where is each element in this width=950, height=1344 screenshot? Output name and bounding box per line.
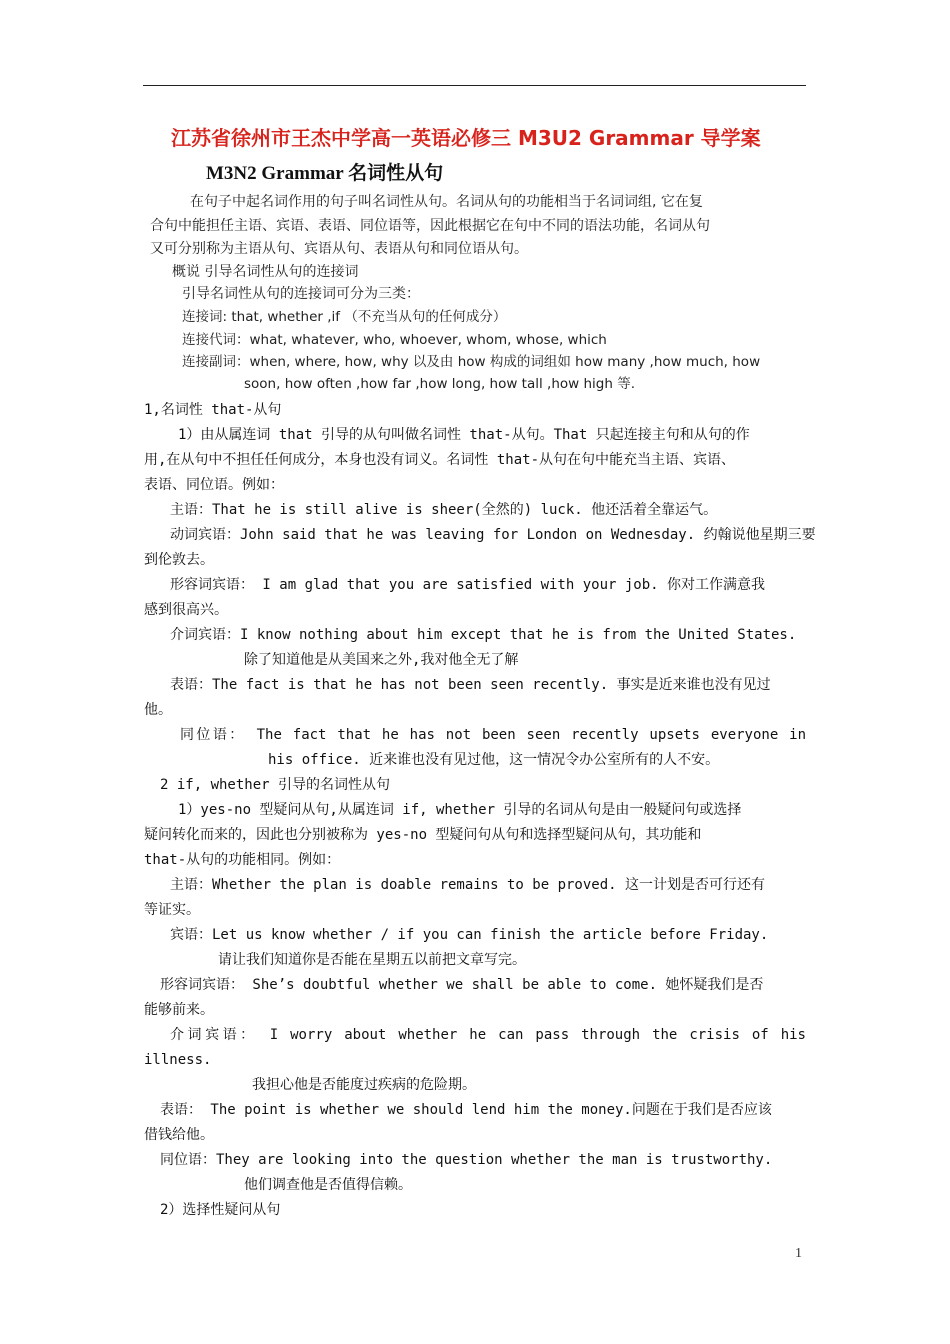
s1-para-line-2: 用,在从句中不担任任何成分，本身也没有词义。名词性 that-从句在句中能充当主语、宾语、 [144, 452, 735, 468]
s1-appositive-line-2: his office. 近来谁也没有见过他，这一情况令办公室所有的人不安。 [268, 752, 720, 768]
intro-line-2: 合句中能担任主语、宾语、表语、同位语等，因此根据它在句中不同的语法功能，名词从句 [150, 218, 710, 234]
s1-predicative-line-2: 他。 [144, 702, 172, 718]
intro-adverbs-2: soon, how often ,how far ,how long, how tall ,how high 等. [244, 376, 635, 392]
s1-verb-object-line-2: 到伦敦去。 [144, 552, 214, 568]
intro-line-1: 在句子中起名词作用的句子叫名词性从句。名词从句的功能相当于名词词组, 它在复 [190, 194, 703, 210]
s1-predicative-line-1: 表语：The fact is that he has not been seen recently. 事实是近来谁也没有见过 [170, 677, 771, 693]
s2-subject-line-2: 等证实。 [144, 902, 200, 918]
intro-conjunctions: 连接词: that, whether ,if （不充当从句的任何成分） [182, 309, 507, 325]
s1-para-line-1: 1）由从属连词 that 引导的从句叫做名词性 that-从句。That 只起连接主句和从句的作 [178, 427, 750, 443]
s2-prep-object-line-2: illness. [144, 1052, 212, 1068]
s2-para-line-3: that-从句的功能相同。例如： [144, 852, 341, 868]
s1-prep-object-line-2: 除了知道他是从美国来之外,我对他全无了解 [244, 652, 519, 668]
s1-appositive-line-1: 同位语： The fact that he has not been seen recently upsets everyone in [180, 727, 806, 743]
s2-prep-object-line-3: 我担心他是否能度过疾病的危险期。 [252, 1077, 476, 1093]
s2-predicative-line-2: 借钱给他。 [144, 1127, 214, 1143]
s2-subheading-choice-questions: 2）选择性疑问从句 [160, 1202, 281, 1218]
s2-object-line-2: 请让我们知道你是否能在星期五以前把文章写完。 [218, 952, 526, 968]
s1-prep-object-line-1: 介词宾语：I know nothing about him except that he is from the United States. [170, 627, 797, 643]
s1-adj-object-line-2: 感到很高兴。 [144, 602, 228, 618]
s2-appositive-line-2: 他们调查他是否值得信赖。 [244, 1177, 412, 1193]
s2-adj-object-line-1: 形容词宾语： She’s doubtful whether we shall be able to come. 她怀疑我们是否 [160, 977, 764, 993]
s2-appositive-line-1: 同位语：They are looking into the question whether the man is trustworthy. [160, 1152, 773, 1168]
page-number: 1 [795, 1246, 802, 1261]
s1-verb-object-line-1: 动词宾语：John said that he was leaving for London on Wednesday. 约翰说他星期三要 [170, 527, 816, 543]
document-title: 江苏省徐州市王杰中学高一英语必修三 M3U2 Grammar 导学案 [171, 126, 761, 150]
s2-object-line-1: 宾语：Let us know whether / if you can finish the article before Friday. [170, 927, 769, 943]
s1-subject-example: 主语：That he is still alive is sheer(全然的) luck. 他还活着全靠运气。 [170, 502, 718, 518]
intro-overview: 概说 引导名词性从句的连接词 [172, 264, 359, 280]
header-rule [143, 85, 806, 86]
intro-adverbs-1: 连接副词：when, where, how, why 以及由 how 构成的词组如 how many ,how much, how [182, 354, 761, 370]
document-subtitle: M3N2 Grammar 名词性从句 [206, 163, 444, 184]
intro-three-types: 引导名词性从句的连接词可分为三类： [182, 286, 420, 302]
s1-para-line-3: 表语、同位语。例如： [144, 477, 284, 493]
s2-predicative-line-1: 表语： The point is whether we should lend him the money.问题在于我们是否应该 [160, 1102, 772, 1118]
section-2-heading: 2 if, whether 引导的名词性从句 [160, 777, 391, 793]
section-1-heading: 1,名词性 that-从句 [144, 402, 282, 418]
s2-subject-line-1: 主语：Whether the plan is doable remains to be proved. 这一计划是否可行还有 [170, 877, 766, 893]
intro-line-3: 又可分别称为主语从句、宾语从句、表语从句和同位语从句。 [150, 241, 528, 257]
s2-para-line-1: 1）yes-no 型疑问从句,从属连词 if, whether 引导的名词从句是由一般疑问句或选择 [178, 802, 742, 818]
s1-adj-object-line-1: 形容词宾语： I am glad that you are satisfied with your job. 你对工作满意我 [170, 577, 766, 593]
s2-prep-object-line-1: 介词宾语： I worry about whether he can pass through the crisis of his [170, 1027, 806, 1043]
s2-para-line-2: 疑问转化而来的，因此也分别被称为 yes-no 型疑问句从句和选择型疑问从句，其功能和 [144, 827, 702, 843]
s2-adj-object-line-2: 能够前来。 [144, 1002, 214, 1018]
intro-pronouns: 连接代词：what, whatever, who, whoever, whom, whose, which [182, 332, 607, 348]
